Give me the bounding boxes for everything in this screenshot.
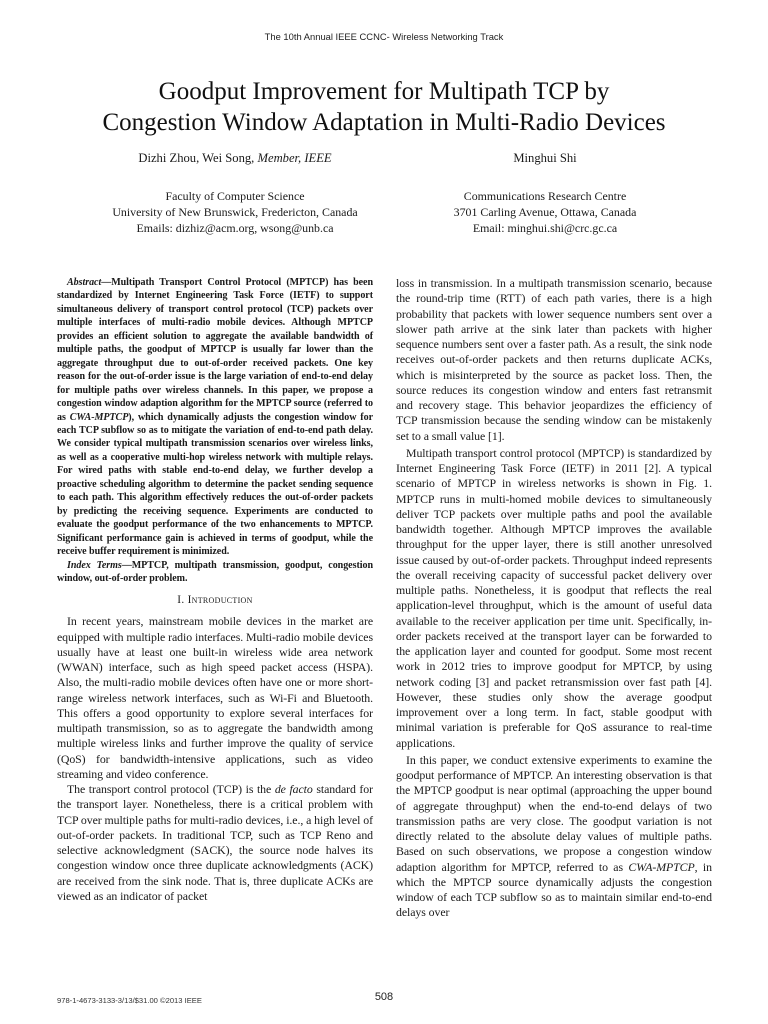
affiliation-left-line: University of New Brunswick, Fredericton, Canada <box>112 205 358 219</box>
author-names-left: Dizhi Zhou, Wei Song, <box>138 151 255 165</box>
author-role: Member, IEEE <box>257 151 332 165</box>
running-head: The 10th Annual IEEE CCNC- Wireless Networking Track <box>264 31 504 42</box>
index-terms-text: —MPTCP, multipath transmission, goodput, congestion window, out-of-order problem. <box>57 559 373 584</box>
right-p3-term: CWA-MPTCP <box>628 859 695 874</box>
affiliation-right <box>400 188 690 236</box>
left-column <box>57 276 373 904</box>
title-line-1: Goodput Improvement for Multipath TCP by <box>158 78 610 105</box>
intro-p2-text: The transport control protocol (TCP) is the <box>67 782 275 797</box>
intro-p2-text-rest: standard for the transport layer. Nonetheless, there is a critical problem with TCP over multiple paths for multi-radio devices, i.e., a high level of out-of-order packets. In traditional TCP, such as TCP Reno and selective acknowledgment (SACK), the source node halves its congestion window once three duplicate acknowledgments (ACK) are received from the sink node. That is, three duplicate ACKs are viewed as an indicator of packet <box>57 782 374 903</box>
right-column <box>396 276 712 921</box>
affiliation-right-email: Email: minghui.shi@crc.gc.ca <box>472 221 618 235</box>
paper-title <box>40 76 728 138</box>
abstract-label: Abstract <box>67 277 102 288</box>
authors-right: Minghui Shi <box>513 151 577 165</box>
right-p3-text: In this paper, we conduct extensive experiments to examine the goodput performance of MPTCP. An interesting observation is that the MPTCP goodput is near optimal (approaching the upper bound of aggregate throughput) when the end-to-end delays of two transmission paths are very close. The goodput variation is not directly related to the absolute delay values of multiple paths. Based on such observations, we propose a congestion window adaption algorithm for MPTCP, referred to as <box>396 752 712 874</box>
index-terms-label: Index Terms <box>67 559 122 571</box>
intro-paragraph-1: In recent years, mainstream mobile devices in the market are equipped with multiple radio interfaces. Multi-radio mobile devices usually have at least one built-in wireless wide area network (WWAN) interface, such as high speed packet access (HSPA). Also, the multi-radio mobile devices often have one or more short-range wireless network interfaces, such as Wi-Fi and Bluetooth. This offers a good opportunity to explore several interfaces for multipath transmission, so as to aggregate the bandwidth among multiple wireless links and further improve the quality of service (QoS) for bandwidth-intensive applications, such as video streaming and video conference. <box>57 614 373 781</box>
abstract-term: CWA-MPTCP <box>69 411 129 423</box>
authors-left <box>70 151 400 166</box>
page-number: 508 <box>374 991 394 1003</box>
right-paragraph-1: loss in transmission. In a multipath transmission scenario, because the round-trip time (RTT) of each path varies, there is a high probability that packets with lower sequence numbers sent over a slower path arrive at the sink later than packets with higher sequence numbers sent over a faster path. As a result, the sink node receives out-of-order packets and then returns duplicate ACKs, which is misinterpreted by the source as packet loss. Then, the source reduces its congestion window and enters fast retransmit and recovery stage. This behavior jeopardizes the efficiency of TCP transmission because the sending window can be mistakenly set to a small value [1]. <box>396 276 712 443</box>
abstract-text-1: —Multipath Transport Control Protocol (MPTCP) has been standardized by Internet Engineering Task Force (IETF) to support simultaneous delivery of transport control protocol (TCP) packets over multiple interfaces of multi-radio mobile devices. Although MPTCP provides an efficient solution to aggregate the available bandwidth of multiple paths, the goodput of MPTCP is usually far lower than the aggregate throughput due to out-of-order received packets. One key reason for the out-of-order issue is the large variation of end-to-end delay for multiple paths over wireless channels. In this paper, we propose a congestion window adaption algorithm for the MPTCP source (referred to as <box>57 277 373 423</box>
section-heading: I. Introduction <box>177 594 253 607</box>
intro-paragraph-2 <box>57 782 373 904</box>
index-terms <box>57 559 373 586</box>
affiliation-left <box>70 188 400 236</box>
abstract <box>57 276 373 559</box>
intro-p2-italic: de facto <box>274 782 313 797</box>
copyright-footer: 978-1-4673-3133-3/13/$31.00 ©2013 IEEE <box>57 996 202 1005</box>
abstract-text-2: ), which dynamically adjusts the congestion window for each TCP subflow so as to mitigate the variation of end-to-end path delay. We consider typical multipath transmission scenarios over wireless links, as well as a cooperative multi-hop wireless network with multiple relays. For wired paths with stable end-to-end delay, we further develop a proactive scheduling algorithm to determine the packet sending sequence to each path. This algorithm effectively reduces the out-of-order packets by predicting the receiving sequence. Experiments are conducted to evaluate the goodput performance of the two enhancements to MPTCP. Significant performance gain is achieved in terms of goodput, while the receive buffer requirement is minimized. <box>57 411 373 558</box>
title-line-2: Congestion Window Adaptation in Multi-Radio Devices <box>102 109 666 136</box>
affiliation-left-emails: Emails: dizhiz@acm.org, wsong@unb.ca <box>136 221 334 235</box>
right-paragraph-3 <box>396 753 712 921</box>
affiliation-right-line: Communications Research Centre <box>463 189 627 203</box>
right-p3-text-rest: , in which the MPTCP source dynamically adjusts the congestion window of each TCP subflow so as to maintain similar end-to-end delays over <box>396 859 712 920</box>
affiliation-left-line: Faculty of Computer Science <box>165 189 305 203</box>
right-paragraph-2: Multipath transport control protocol (MPTCP) is standardized by Internet Engineering Task Force (IETF) in 2011 [2]. A typical scenario of MPTCP in wireless networks is shown in Fig. 1. MPTCP runs in multi-homed mobile devices to simultaneously deliver TCP packets over multiple paths and pool the available bandwidth together. Although MPTCP improves the available throughput for the upper layer, there is still another unresolved issue caused by out-of-order packets. Throughput indeed represents the overall receiving capacity of successful packet delivery over multiple paths. Nonetheless, it is goodput that reflects the real application-level throughput, which is the amount of useful data available to the receiver application per time unit. Specifically, in-order packets received at the transport layer can be forwarded to the application layer and counted for goodput. Some most recent work in 2012 tries to improve goodput for MPTCP, by using network coding [3] and packet retransmission over fast path [4]. However, these studies only show the average goodput improvement over a long term. In fact, stable goodput with minimal variation is preferable for QoS assurance to real-time applications. <box>396 445 712 750</box>
affiliation-right-line: 3701 Carling Avenue, Ottawa, Canada <box>453 205 637 219</box>
